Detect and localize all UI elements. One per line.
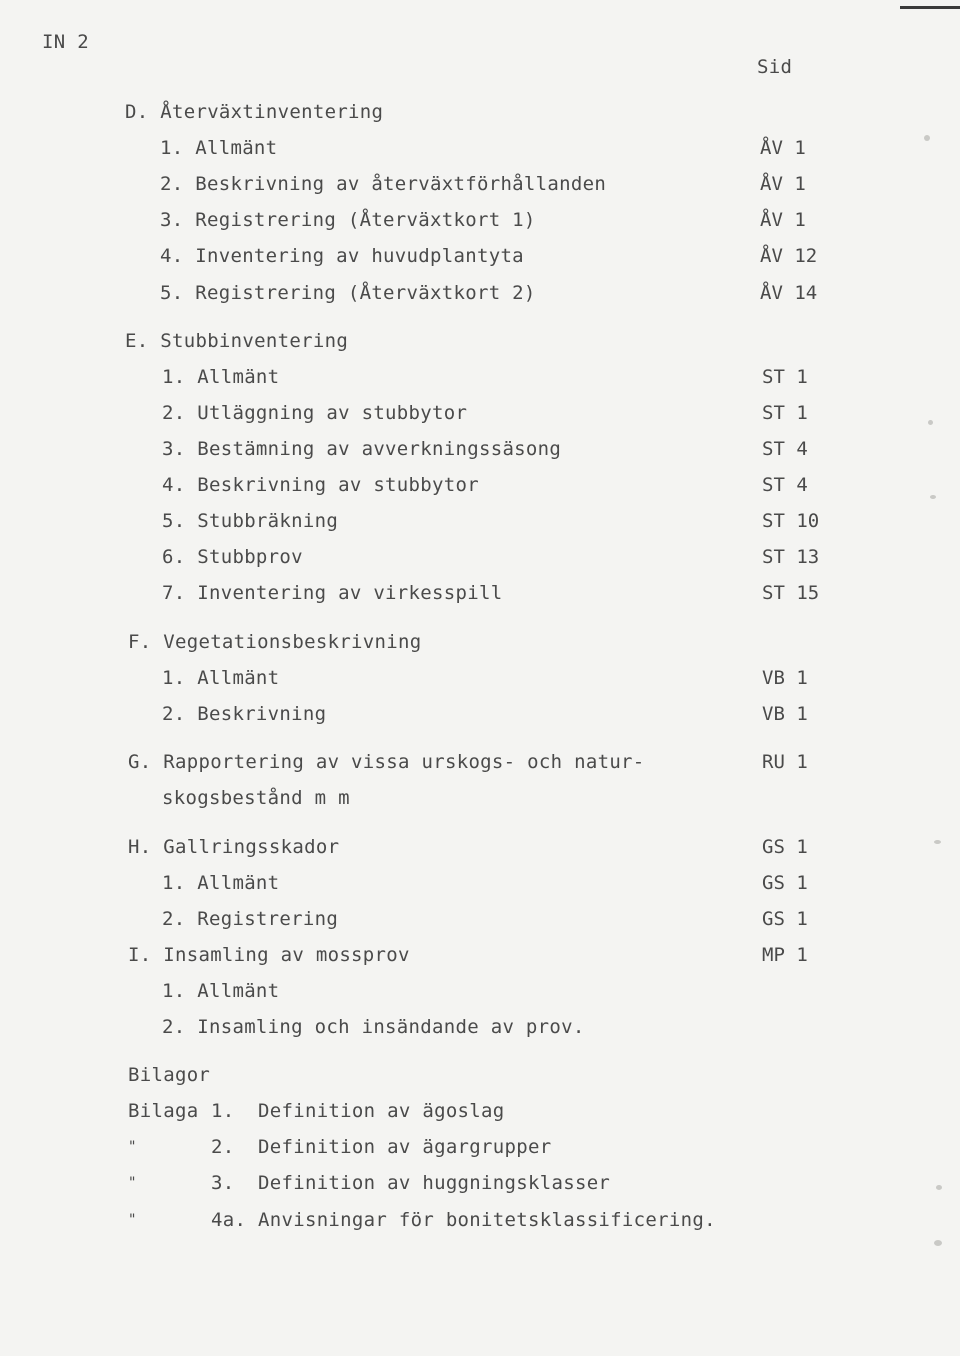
item-number: 1. (162, 366, 186, 388)
toc-item (162, 871, 279, 895)
section-letter: F. (128, 631, 152, 653)
toc-item (160, 244, 524, 268)
item-label: Inventering av virkesspill (197, 582, 503, 604)
section-letter: D. (125, 101, 149, 123)
item-number: 1. (162, 872, 186, 894)
section-title: Rapportering av vissa urskogs- och natur- (163, 751, 645, 773)
section-e-title (125, 329, 348, 353)
top-edge-line (900, 6, 960, 9)
appendix-item-number: 3. (211, 1172, 235, 1194)
page-ref: RU 1 (762, 751, 808, 773)
appendix-item-label: Anvisningar för bonitetsklassificering. (258, 1209, 716, 1231)
item-label: Allmänt (197, 667, 280, 689)
section-title: Gallringsskador (163, 836, 340, 858)
appendix-item-number: 1. (211, 1100, 235, 1122)
item-label: Registrering (Återväxtkort 2) (195, 282, 536, 304)
toc-item (162, 702, 326, 726)
item-number: 3. (160, 209, 184, 231)
toc-item (160, 281, 536, 305)
section-letter: G. (128, 751, 152, 773)
section-letter: I. (128, 944, 152, 966)
appendix-item-label: Definition av ägoslag (258, 1100, 505, 1122)
item-label: Beskrivning av stubbytor (197, 474, 479, 496)
item-label: Utläggning av stubbytor (197, 402, 468, 424)
item-label: Inventering av huvudplantyta (195, 245, 524, 267)
sid-column-header: Sid (757, 56, 793, 78)
toc-item (162, 907, 338, 931)
toc-item (162, 509, 338, 533)
section-title: Stubbinventering (160, 330, 349, 352)
toc-item (162, 365, 279, 389)
ditto-mark: " (128, 1139, 137, 1155)
item-number: 4. (160, 245, 184, 267)
page-ref: ÅV 1 (760, 137, 806, 159)
page-ref: ST 4 (762, 474, 808, 496)
page-code: IN 2 (42, 31, 89, 53)
page-ref: ST 1 (762, 366, 808, 388)
item-number: 2. (160, 173, 184, 195)
item-number: 1. (162, 980, 186, 1002)
appendix-item-number: 4a. (211, 1209, 247, 1231)
section-g-title (128, 750, 645, 774)
section-title: Återväxtinventering (160, 101, 384, 123)
item-label: Allmänt (197, 980, 280, 1002)
page-ref: ST 4 (762, 438, 808, 460)
page-ref: VB 1 (762, 667, 808, 689)
appendix-heading: Bilagor (128, 1064, 211, 1086)
appendix-item-label: Definition av ägargrupper (258, 1136, 552, 1158)
item-number: 2. (162, 703, 186, 725)
page-ref: GS 1 (762, 872, 808, 894)
section-title: Vegetationsbeskrivning (163, 631, 422, 653)
page-ref: GS 1 (762, 836, 808, 858)
item-number: 5. (160, 282, 184, 304)
appendix-item-number: 2. (211, 1136, 235, 1158)
toc-item (160, 172, 606, 196)
page-ref: ST 1 (762, 402, 808, 424)
page-ref: ÅV 14 (760, 282, 818, 304)
scan-speck (928, 420, 933, 425)
section-letter: H. (128, 836, 152, 858)
scan-speck (930, 495, 936, 499)
section-g-title-continued: skogsbestånd m m (162, 787, 350, 809)
page-ref: ÅV 1 (760, 209, 806, 231)
toc-item (162, 473, 479, 497)
item-number: 2. (162, 402, 186, 424)
item-label: Allmänt (197, 366, 280, 388)
item-number: 2. (162, 1016, 186, 1038)
item-number: 5. (162, 510, 186, 532)
page-ref: ST 13 (762, 546, 820, 568)
item-label: Insamling och insändande av prov. (197, 1016, 585, 1038)
page-ref: MP 1 (762, 944, 808, 966)
item-number: 3. (162, 438, 186, 460)
toc-item (162, 437, 561, 461)
item-label: Stubbprov (197, 546, 303, 568)
section-h-title (128, 835, 339, 859)
toc-item (162, 1015, 585, 1039)
item-label: Allmänt (197, 872, 280, 894)
appendix-item-prefix: Bilaga (128, 1100, 199, 1122)
toc-item (160, 136, 277, 160)
scan-speck (934, 840, 941, 844)
page-ref: ÅV 1 (760, 173, 806, 195)
section-title: Insamling av mossprov (163, 944, 410, 966)
item-number: 6. (162, 546, 186, 568)
item-label: Beskrivning (197, 703, 327, 725)
ditto-mark: " (128, 1175, 137, 1191)
toc-item (162, 545, 303, 569)
item-number: 1. (160, 137, 184, 159)
item-label: Beskrivning av återväxtförhållanden (195, 173, 607, 195)
page-ref: VB 1 (762, 703, 808, 725)
appendix-item-label: Definition av huggningsklasser (258, 1172, 611, 1194)
toc-item (162, 581, 502, 605)
ditto-mark: " (128, 1212, 137, 1228)
page-ref: ST 15 (762, 582, 820, 604)
page-ref: ÅV 12 (760, 245, 818, 267)
item-label: Registrering (197, 908, 339, 930)
item-number: 1. (162, 667, 186, 689)
item-label: Allmänt (195, 137, 278, 159)
item-label: Stubbräkning (197, 510, 339, 532)
item-number: 2. (162, 908, 186, 930)
scan-speck (934, 1240, 942, 1246)
toc-item (162, 979, 279, 1003)
section-letter: E. (125, 330, 149, 352)
item-number: 4. (162, 474, 186, 496)
toc-item (160, 208, 536, 232)
section-i-title (128, 943, 410, 967)
item-label: Bestämning av avverkningssäsong (197, 438, 562, 460)
item-number: 7. (162, 582, 186, 604)
scan-speck (924, 135, 930, 141)
item-label: Registrering (Återväxtkort 1) (195, 209, 536, 231)
toc-item (162, 666, 279, 690)
section-f-title (128, 630, 422, 654)
toc-item (162, 401, 467, 425)
page-ref: ST 10 (762, 510, 820, 532)
section-d-title (125, 100, 383, 124)
page-ref: GS 1 (762, 908, 808, 930)
scan-speck (936, 1185, 942, 1190)
